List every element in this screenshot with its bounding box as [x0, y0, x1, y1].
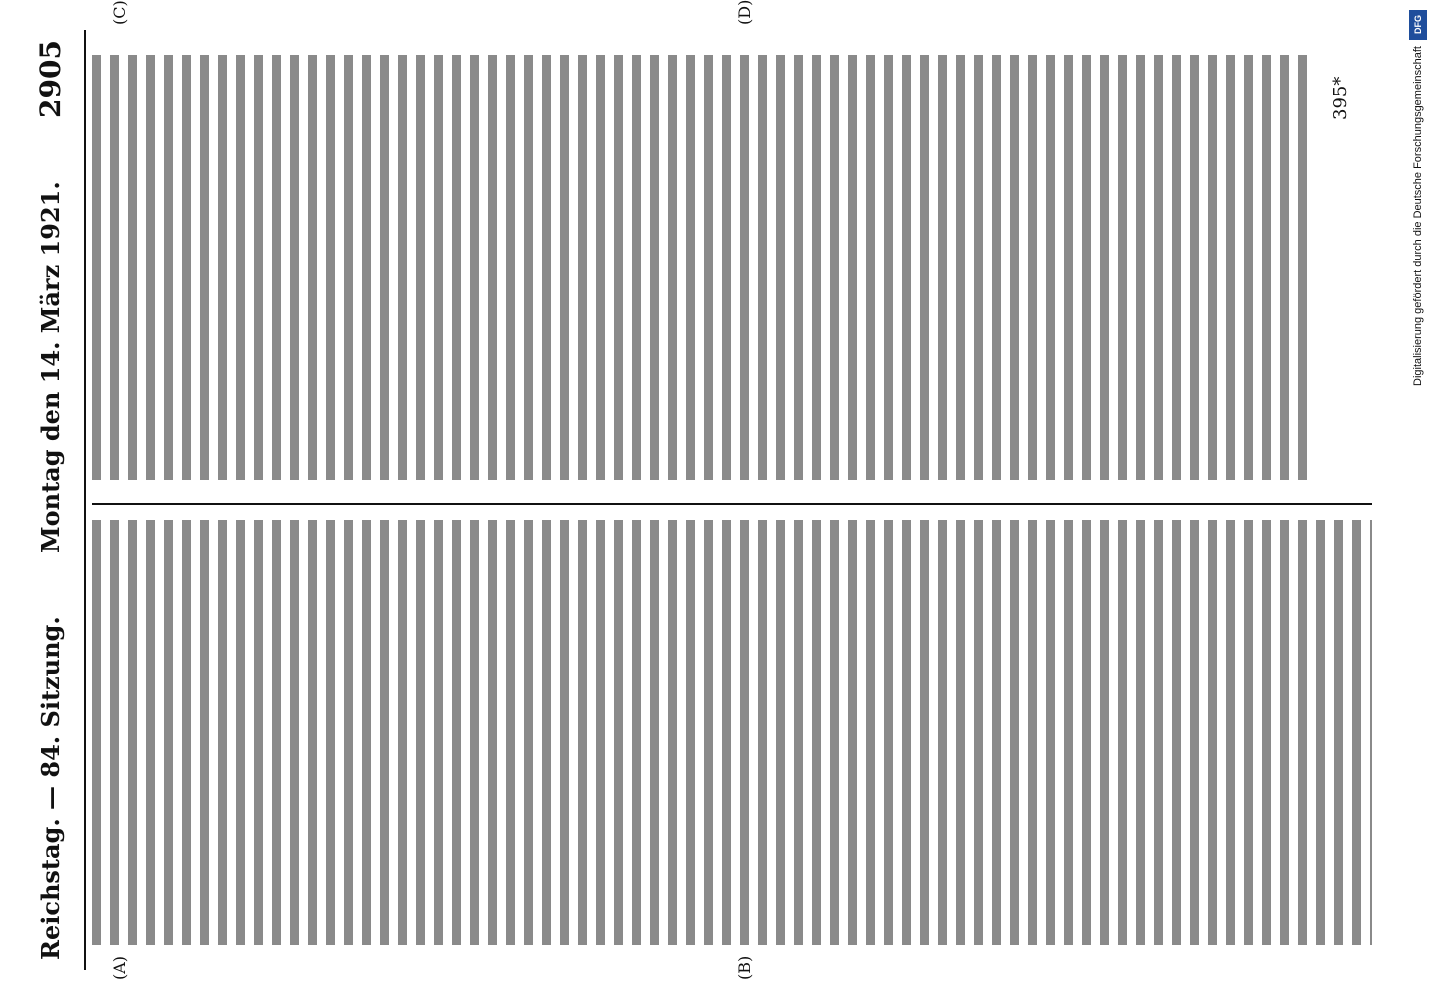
left-column	[92, 520, 1372, 945]
signature-mark: 395*	[1330, 76, 1351, 120]
margin-marker-b: (B)	[735, 955, 754, 980]
header-rule	[84, 30, 86, 970]
margin-marker-a: (A)	[110, 955, 129, 980]
right-column-text	[92, 55, 1312, 480]
page-number: 2905	[33, 40, 67, 118]
credit-text: Digitalisierung gefördert durch die Deutsche Forschungsgemeinschaft	[1412, 46, 1424, 386]
left-column-text	[92, 520, 1372, 945]
margin-marker-d: (D)	[735, 0, 754, 25]
right-column	[92, 55, 1372, 480]
margin-marker-c: (C)	[110, 0, 129, 25]
header-center-text: Montag den 14. März 1921.	[35, 181, 65, 553]
dfg-logo: DFG	[1409, 10, 1427, 40]
page-header	[20, 40, 80, 960]
header-left-text: Reichstag. — 84. Sitzung.	[35, 616, 65, 960]
column-divider	[92, 503, 1372, 505]
credit-strip	[1406, 10, 1430, 990]
